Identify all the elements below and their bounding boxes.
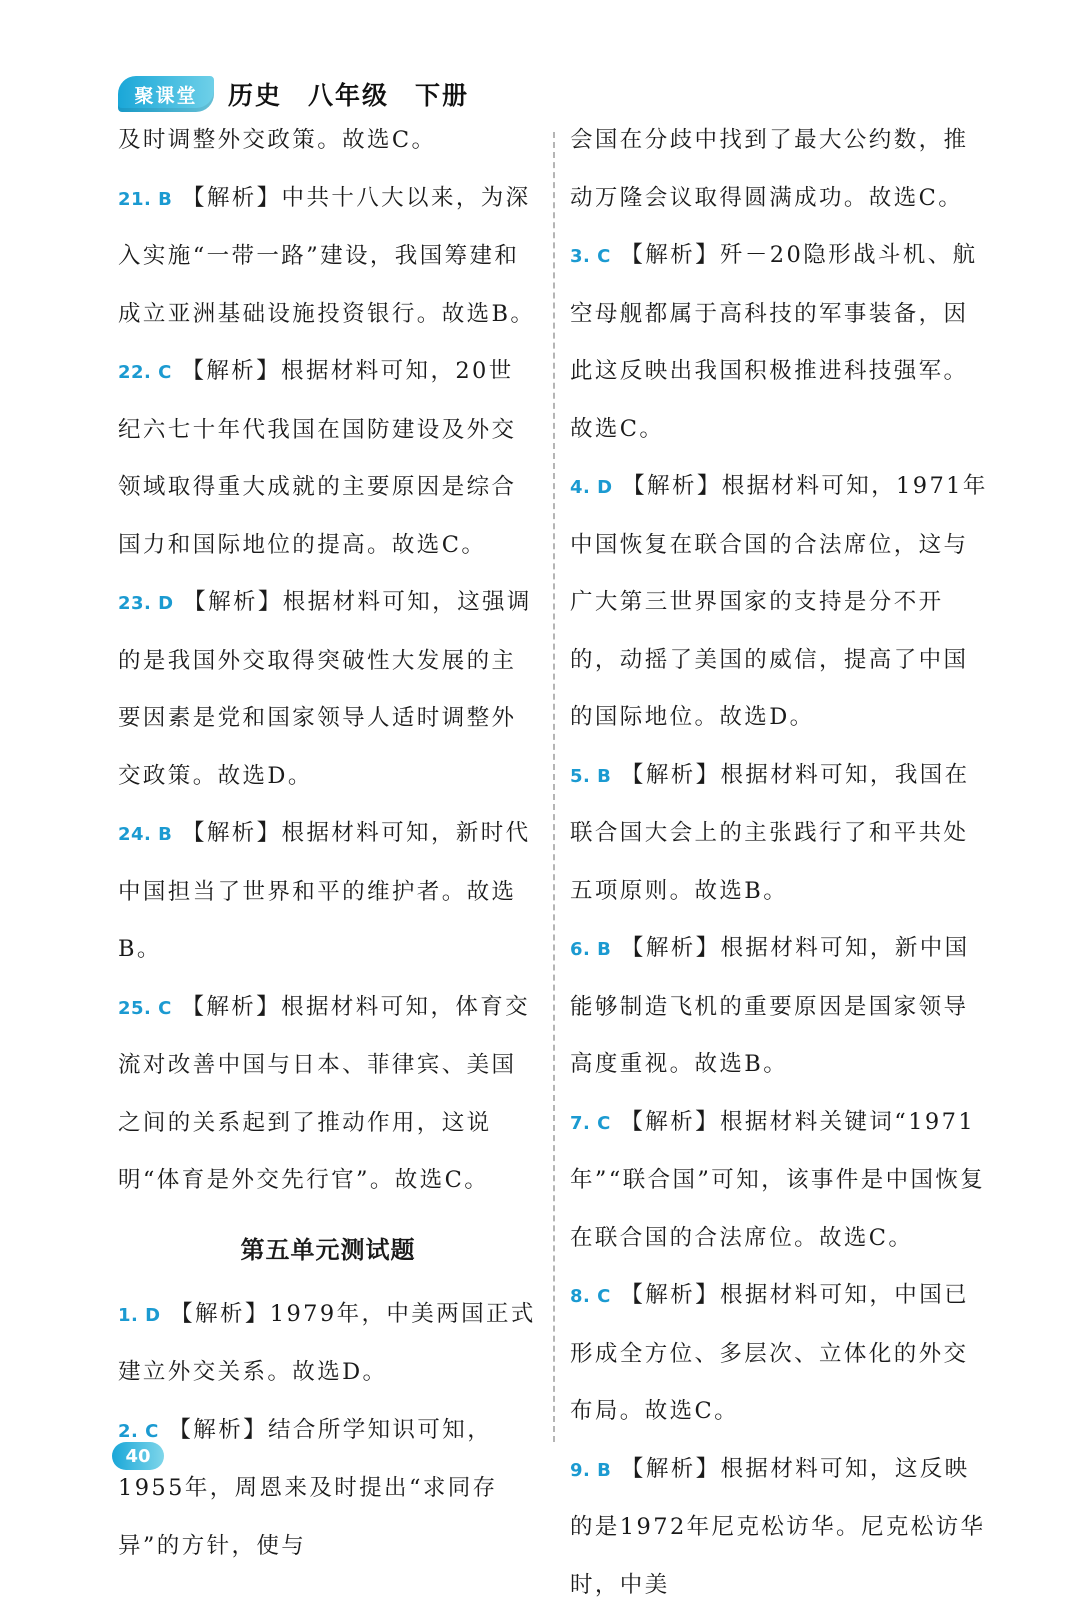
answer-number: 2. C: [118, 1421, 159, 1442]
answer-number: 9. B: [570, 1460, 611, 1481]
answer-explanation: 【解析】根据材料可知，新时代中国担当了世界和平的维护者。故选B。: [118, 820, 531, 962]
answer-item-9: [570, 1441, 990, 1614]
answer-number: 8. C: [570, 1286, 611, 1307]
answer-item-6: [570, 920, 990, 1094]
right-column: [570, 112, 990, 1614]
volume-label: 下册: [415, 81, 469, 110]
answer-explanation: 【解析】根据材料可知，这强调的是我国外交取得突破性大发展的主要因素是党和国家领导人适时调整外交政策。故选D。: [118, 589, 532, 789]
answer-explanation: 【解析】根据材料可知，体育交流对改善中国与日本、菲律宾、美国之间的关系起到了推动作用，这说明“体育是外交先行官”。故选C。: [118, 994, 530, 1194]
answer-item-24: [118, 805, 538, 979]
column-divider: [553, 132, 555, 1442]
continued-text: 会国在分歧中找到了最大公约数，推动万隆会议取得圆满成功。故选C。: [570, 112, 990, 227]
grade-label: 八年级: [308, 81, 389, 110]
answer-explanation: 【解析】中共十八大以来，为深入实施“一带一路”建设，我国筹建和成立亚洲基础设施投资银行。故选B。: [118, 185, 535, 327]
answer-item-23: [118, 574, 538, 805]
answer-number: 21. B: [118, 189, 172, 210]
answer-explanation: 【解析】1979年，中美两国正式建立外交关系。故选D。: [118, 1301, 536, 1386]
answer-number: 5. B: [570, 766, 611, 787]
answer-item-2: [118, 1402, 538, 1576]
answer-explanation: 【解析】歼－20隐形战斗机、航空母舰都属于高科技的军事装备，因此这反映出我国积极推进科技强军。故选C。: [570, 242, 978, 442]
page-number-badge: 40: [112, 1442, 164, 1470]
answer-explanation: 【解析】根据材料关键词“1971年”“联合国”可知，该事件是中国恢复在联合国的合法席位。故选C。: [570, 1109, 985, 1251]
answer-number: 7. C: [570, 1113, 611, 1134]
answer-number: 22. C: [118, 362, 172, 383]
answer-number: 24. B: [118, 824, 172, 845]
answer-number: 23. D: [118, 593, 174, 614]
section-title: 第五单元测试题: [118, 1220, 538, 1280]
answer-item-21: [118, 170, 538, 344]
left-column: [118, 112, 538, 1575]
answer-item-25: [118, 979, 538, 1210]
book-title: [228, 76, 495, 112]
answer-explanation: 【解析】根据材料可知，新中国能够制造飞机的重要原因是国家领导高度重视。故选B。: [570, 935, 970, 1077]
answer-number: 4. D: [570, 477, 613, 498]
continued-text: 及时调整外交政策。故选C。: [118, 112, 538, 170]
answer-explanation: 【解析】根据材料可知，我国在联合国大会上的主张践行了和平共处五项原则。故选B。: [570, 762, 970, 904]
answer-number: 25. C: [118, 998, 172, 1019]
answer-explanation: 【解析】根据材料可知，这反映的是1972年尼克松访华。尼克松访华时，中美: [570, 1456, 985, 1598]
page-header: [118, 72, 495, 116]
answer-item-1: [118, 1286, 538, 1402]
answer-explanation: 【解析】根据材料可知，1971年中国恢复在联合国的合法席位，这与广大第三世界国家的支持是分不开的，动摇了美国的威信，提高了中国的国际地位。故选D。: [570, 473, 988, 730]
answer-number: 1. D: [118, 1305, 161, 1326]
answer-item-4: [570, 458, 990, 747]
answer-number: 3. C: [570, 246, 611, 267]
answer-explanation: 【解析】根据材料可知，中国已形成全方位、多层次、立体化的外交布局。故选C。: [570, 1282, 969, 1424]
answer-item-5: [570, 747, 990, 921]
answer-item-3: [570, 227, 990, 458]
answer-explanation: 【解析】根据材料可知，20世纪六七十年代我国在国防建设及外交领域取得重大成就的主要原因是综合国力和国际地位的提高。故选C。: [118, 358, 516, 558]
answer-item-7: [570, 1094, 990, 1268]
answer-number: 6. B: [570, 939, 611, 960]
series-logo: 聚课堂: [118, 76, 214, 112]
answer-item-22: [118, 343, 538, 574]
answer-explanation: 【解析】结合所学知识可知，1955年，周恩来及时提出“求同存异”的方针，使与: [118, 1417, 498, 1559]
answer-item-8: [570, 1267, 990, 1441]
subject-label: 历史: [228, 81, 282, 110]
